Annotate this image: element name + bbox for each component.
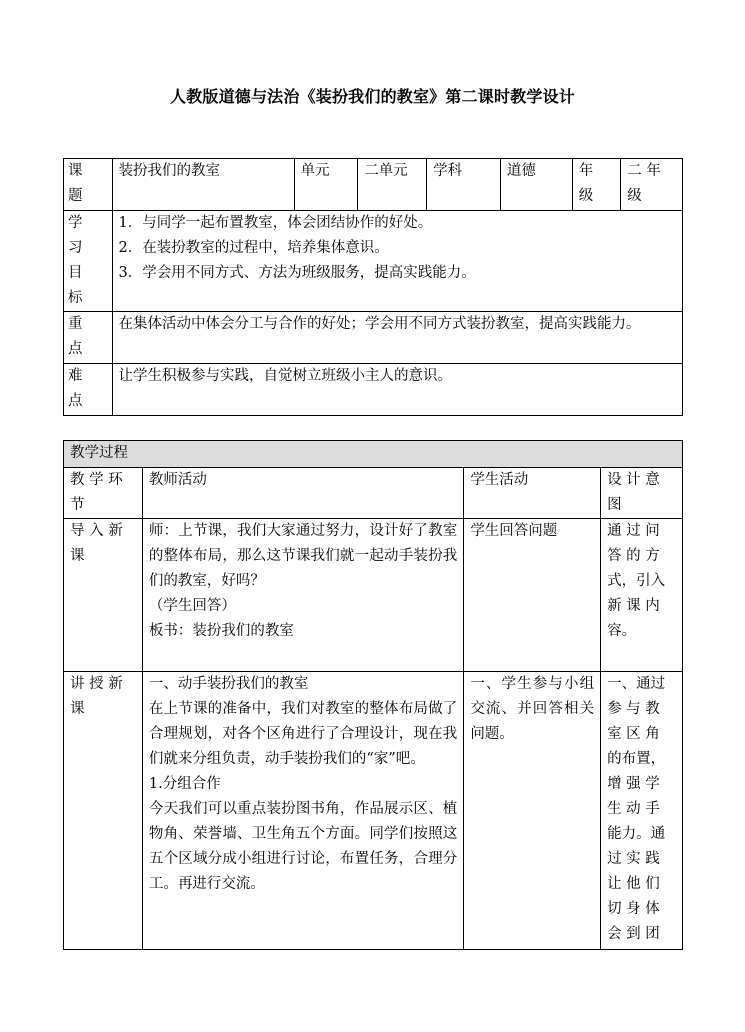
document-title: 人教版道德与法治《装扮我们的教室》第二课时教学设计: [169, 87, 575, 106]
course-value: 装扮我们的教室: [112, 159, 294, 211]
subject-value: 道德: [500, 159, 572, 211]
course-info-table: [63, 158, 683, 416]
process-header: 教学过程: [64, 441, 683, 468]
goal-item: 1．与同学一起布置教室，体会团结协作的好处。: [118, 215, 433, 231]
design-intent-cell: 一、通过 参 与 教 室 区 角 的布置， 增 强 学 生 动 手 能力。通 过 实 践 让 他 们 切 身 体 会 到 团: [601, 672, 683, 950]
student-activity-cell: 一、学生参与小组交流、并回答相关问题。: [464, 672, 601, 950]
col-teacher-header: 教师活动: [142, 468, 463, 519]
grade-value: 二 年 级: [621, 159, 683, 211]
goal-item: 2．在装扮教室的过程中，培养集体意识。: [118, 240, 389, 256]
unit-value: 二单元: [358, 159, 427, 211]
teacher-activity-cell: 一、动手装扮我们的教室 在上节课的准备中，我们对教室的整体布局做了合理规划，对各个区角进行了合理设计，现在我们就来分组负责，动手装扮我们的“家”吧。 1.分组合作 今天我们可以重点装扮图书角，作品展示区、植物角、荣誉墙、卫生角五个方面。同学们按照这五个区域分成小组进行讨论，布置任务，合理分工。再进行交流。: [142, 672, 463, 950]
col-stage-header: 教 学 环 节: [64, 468, 143, 519]
goals-list: [112, 211, 682, 312]
key-point-value: 在集体活动中体会分工与合作的好处；学会用不同方式装扮教室，提高实践能力。: [112, 312, 682, 364]
key-point-label: 重 点: [64, 312, 113, 364]
subject-label: 学科: [427, 159, 501, 211]
unit-label: 单元: [294, 159, 358, 211]
table-row: [64, 672, 683, 950]
col-student-header: 学生活动: [464, 468, 601, 519]
grade-label: 年 级: [572, 159, 621, 211]
course-label: 课 题: [64, 159, 113, 211]
teacher-activity-cell: 师：上节课，我们大家通过努力，设计好了教室的整体布局，那么这节课我们就一起动手装扮我们的教室，好吗？ （学生回答） 板书：装扮我们的教室: [142, 519, 463, 672]
difficulty-label: 难 点: [64, 364, 113, 416]
teaching-process-table: [63, 440, 683, 950]
design-intent-cell: 通 过 问 答 的 方 式，引入 新 课 内 容。: [601, 519, 683, 672]
student-activity-cell: 学生回答问题: [464, 519, 601, 672]
table-row: [64, 519, 683, 672]
difficulty-value: 让学生积极参与实践，自觉树立班级小主人的意识。: [112, 364, 682, 416]
stage-cell: 导 入 新 课: [64, 519, 143, 672]
goals-label: 学 习 目 标: [64, 211, 113, 312]
stage-cell: 讲 授 新 课: [64, 672, 143, 950]
goal-item: 3．学会用不同方式、方法为班级服务，提高实践能力。: [118, 265, 476, 281]
col-intent-header: 设 计 意 图: [601, 468, 683, 519]
